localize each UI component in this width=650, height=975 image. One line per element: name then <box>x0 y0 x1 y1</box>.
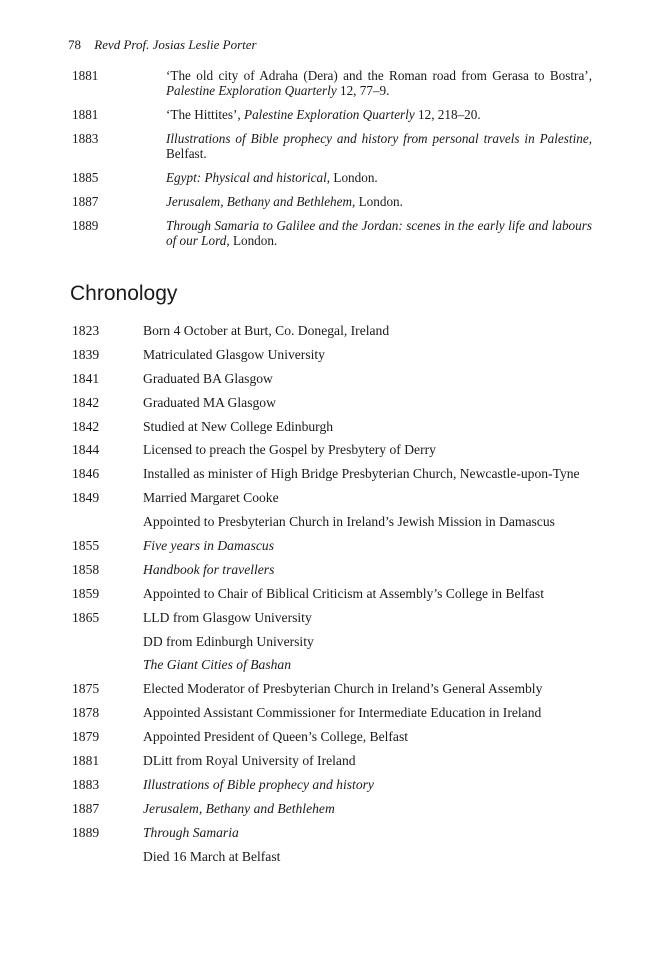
chronology-publication: The Giant Cities of Bashan <box>143 657 292 673</box>
chronology-year: 1879 <box>72 729 100 745</box>
publication-detail: , London. <box>326 170 378 185</box>
chronology-year: 1844 <box>72 442 100 458</box>
page-number: 78 <box>68 37 81 52</box>
publication-entry <box>72 107 592 122</box>
chronology-year: 1842 <box>72 418 100 434</box>
chronology-entry <box>72 610 584 626</box>
chronology-year: 1858 <box>72 561 100 577</box>
chronology-year: 1875 <box>72 681 100 697</box>
chronology-event: Born 4 October at Burt, Co. Donegal, Ireland <box>143 323 390 338</box>
publication-detail: ‘The Hittites’, <box>166 107 245 122</box>
chronology-entry <box>72 395 584 411</box>
publication-title: Through Samaria to Galilee and the Jordan: scenes in the early life and labours of our Lord <box>166 218 592 248</box>
chronology-year <box>72 634 143 650</box>
chronology-event: Elected Moderator of Presbyterian Church in Ireland’s General Assembly <box>143 681 543 697</box>
chronology-entry <box>72 777 584 793</box>
chronology-publication: Through Samaria <box>143 824 239 840</box>
chronology-year: 1883 <box>72 776 100 792</box>
chronology-year: 1878 <box>72 705 100 721</box>
chronology-year: 1855 <box>72 538 100 554</box>
publication-year: 1881 <box>72 68 99 83</box>
publication-title: Palestine Exploration Quarterly <box>166 83 337 98</box>
publication-detail: ‘The old city of Adraha (Dera) and the Roman road from Gerasa to Bostra’, <box>166 68 592 83</box>
publication-text <box>166 218 592 248</box>
chronology-entry <box>72 347 584 363</box>
publication-detail: , Belfast. <box>166 131 592 161</box>
publication-year: 1887 <box>72 194 99 209</box>
publication-detail: 12, 77–9. <box>336 83 390 98</box>
chronology-entry <box>72 729 584 745</box>
publication-entry <box>72 218 592 248</box>
chronology-publication: Jerusalem, Bethany and Bethlehem <box>143 800 335 816</box>
chronology-year <box>72 657 143 673</box>
chronology-event: Graduated BA Glasgow <box>143 370 273 386</box>
publication-year: 1881 <box>72 107 99 122</box>
chronology-entry <box>72 681 584 697</box>
chronology-publication: Five years in Damascus <box>143 538 274 554</box>
chronology-year: 1842 <box>72 394 100 410</box>
chronology-year: 1889 <box>72 824 100 840</box>
chronology-publication: Illustrations of Bible prophecy and history <box>143 776 374 792</box>
chronology-entry <box>72 490 584 506</box>
chronology-entry <box>72 466 584 482</box>
publication-year: 1883 <box>72 131 99 146</box>
chronology-entry <box>72 538 584 554</box>
chronology-publication: Handbook for travellers <box>143 561 275 577</box>
chronology-event: Appointed Assistant Commissioner for Intermediate Education in Ireland <box>143 705 542 721</box>
chronology-list <box>72 323 584 872</box>
publication-text <box>166 194 592 209</box>
chronology-entry <box>72 419 584 435</box>
publication-entry <box>72 68 592 98</box>
chronology-event: Died 16 March at Belfast <box>143 848 281 864</box>
chronology-entry <box>72 849 584 865</box>
chronology-event: Appointed to Chair of Biblical Criticism at Assembly’s College in Belfast <box>143 585 544 601</box>
chronology-entry <box>72 753 584 769</box>
chronology-event: DLitt from Royal University of Ireland <box>143 753 356 769</box>
chronology-event: Appointed President of Queen’s College, Belfast <box>143 729 409 745</box>
publication-text <box>166 107 592 122</box>
chronology-year: 1849 <box>72 490 100 506</box>
chronology-event: Licensed to preach the Gospel by Presbytery of Derry <box>143 442 436 458</box>
chronology-entry <box>72 514 584 530</box>
chronology-entry <box>72 442 584 458</box>
chronology-entry <box>72 657 584 673</box>
chronology-year: 1839 <box>72 346 100 362</box>
chronology-event: Appointed to Presbyterian Church in Ireland’s Jewish Mission in Damascus <box>143 514 555 530</box>
chronology-entry <box>72 634 584 650</box>
chronology-year <box>72 514 143 530</box>
chronology-year: 1887 <box>72 800 100 816</box>
chronology-event: DD from Edinburgh University <box>143 633 314 649</box>
chronology-event: Married Margaret Cooke <box>143 490 279 506</box>
publication-year: 1889 <box>72 218 99 233</box>
publication-list <box>72 68 592 257</box>
chronology-event: LLD from Glasgow University <box>143 609 312 625</box>
publication-text <box>166 170 592 185</box>
publication-text <box>166 68 592 98</box>
chronology-entry <box>72 562 584 578</box>
chronology-year: 1881 <box>72 753 100 769</box>
publication-title: Egypt: Physical and historical <box>166 170 327 185</box>
chronology-event: Studied at New College Edinburgh <box>143 418 334 434</box>
chronology-year: 1865 <box>72 609 100 625</box>
chronology-event: Matriculated Glasgow University <box>143 346 325 362</box>
running-head <box>68 37 257 53</box>
chronology-entry <box>72 801 584 817</box>
publication-title: Jerusalem, Bethany and Bethlehem <box>166 194 353 209</box>
chronology-entry <box>72 323 584 339</box>
publication-detail: 12, 218–20. <box>414 107 481 122</box>
publication-text <box>166 131 592 161</box>
chronology-event: Installed as minister of High Bridge Presbyterian Church, Newcastle-upon-Tyne <box>143 466 580 482</box>
chronology-heading: Chronology <box>70 282 178 305</box>
chronology-entry <box>72 586 584 602</box>
publication-detail: , London. <box>352 194 403 209</box>
publication-entry <box>72 194 592 209</box>
chronology-year: 1841 <box>72 370 100 386</box>
chronology-entry <box>72 705 584 721</box>
publication-entry <box>72 131 592 161</box>
chronology-year: 1823 <box>72 323 100 338</box>
running-title: Revd Prof. Josias Leslie Porter <box>94 37 257 52</box>
publication-title: Illustrations of Bible prophecy and history from personal travels in Palestine <box>166 131 589 146</box>
publication-title: Palestine Exploration Quarterly <box>244 107 415 122</box>
chronology-event: Graduated MA Glasgow <box>143 394 276 410</box>
publication-entry <box>72 170 592 185</box>
chronology-entry <box>72 825 584 841</box>
chronology-year <box>72 849 143 865</box>
chronology-year: 1846 <box>72 466 100 482</box>
publication-detail: , London. <box>226 233 278 248</box>
chronology-entry <box>72 371 584 387</box>
chronology-year: 1859 <box>72 585 100 601</box>
publication-year: 1885 <box>72 170 99 185</box>
